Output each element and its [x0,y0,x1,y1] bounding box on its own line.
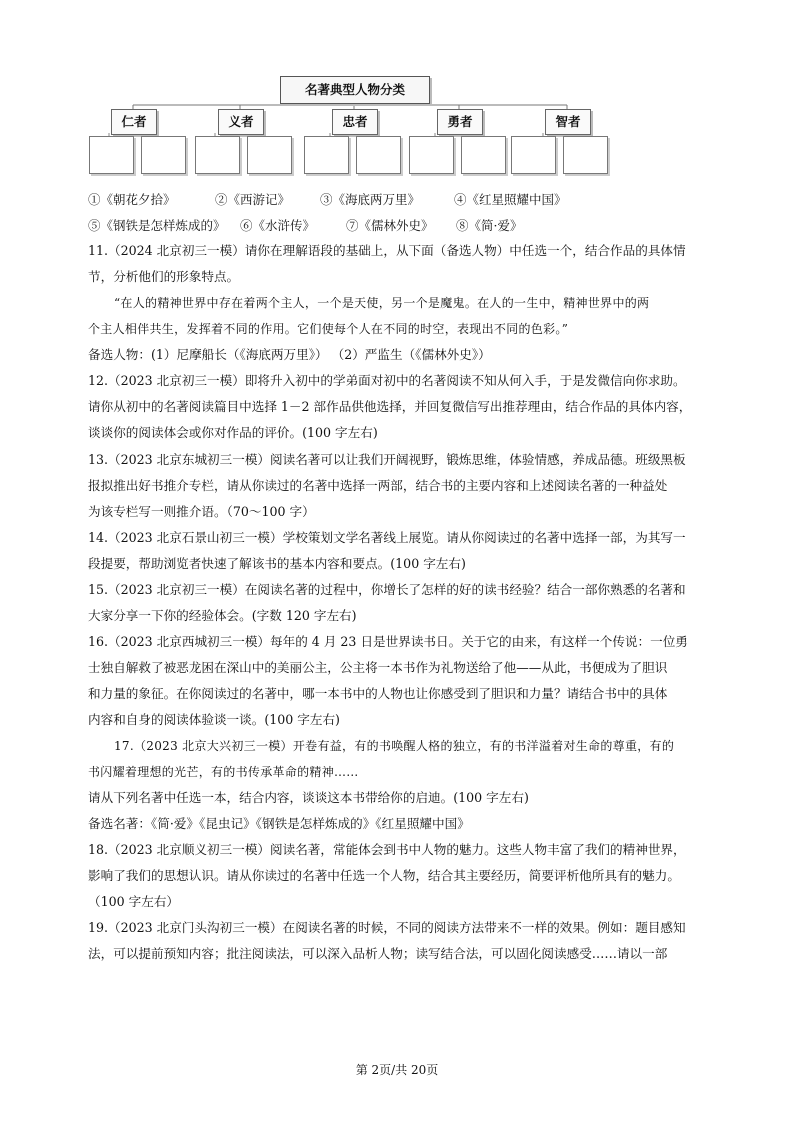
question-text: 16.（2023 北京西城初三一模）每年的 4 月 23 日是世界读书日。关于它的由来，有这样一个传说：一位勇 [88,634,688,649]
question-16 [88,629,710,733]
question-text: 谈谈你的阅读体会或你对作品的评价。(100 字左右) [88,425,378,440]
question-text: 报拟推出好书推介专栏，请从你读过的名著中选择一两部，结合书的主要内容和上述阅读名著的一种益处 [88,478,668,493]
blank-slot [511,136,556,174]
blank-slot [461,136,506,174]
category-yongzhe: 勇者 [437,109,483,135]
quote-text: “在人的精神世界中存在着两个主人，一个是天使，另一个是魔鬼。在人的一生中，精神世界中的两 [114,296,650,310]
blank-slot [195,136,240,174]
blank-slot [141,136,186,174]
question-text: 12.（2023 北京初三一模）即将升入初中的学弟面对初中的名著阅读不知从何入手，于是发微信向你求助。 [88,373,686,388]
question-text: 大家分享一下你的经验体会。(字数 120 字左右) [88,608,357,623]
blank-slot [89,136,134,174]
page-number: 第 2页/共 20页 [355,1063,439,1077]
candidate-characters: 备选人物：(1）尼摩船长（《海底两万里》） （2）严监生（《儒林外史》） [88,347,491,362]
book-option: ⑦《儒林外史》 [346,218,434,233]
candidate-books: 备选名著：《简·爱》《昆虫记》《钢铁是怎样炼成的》《红星照耀中国》 [88,816,470,831]
question-text: 内容和自身的阅读体验谈一谈。(100 字左右) [88,712,340,727]
question-17 [88,733,710,837]
question-task: 请从下列名著中任选一本，结合内容，谈谈这本书带给你的启迪。(100 字左右) [88,790,529,805]
book-option: ⑤《钢铁是怎样炼成的》 [88,218,226,233]
question-11 [88,238,710,368]
diagram-title: 名著典型人物分类 [280,76,430,104]
question-text: 段提要，帮助浏览者快速了解该书的基本内容和要点。(100 字左右) [88,556,466,571]
blank-slot [563,136,608,174]
book-option: ⑥《水浒传》 [240,218,316,233]
question-text: 18.（2023 北京顺义初三一模）阅读名著，常能体会到书中人物的魅力。这些人物丰富了我们的精神世界， [88,842,686,857]
question-text: 11.（2024 北京初三一模）请你在理解语段的基础上，从下面（备选人物）中任选一个，结合作品的具体情 [88,243,686,258]
book-option: ④《红星照耀中国》 [454,192,567,207]
book-option: ②《西游记》 [215,192,291,207]
question-13 [88,447,710,525]
question-19 [88,915,710,967]
blank-slot [304,136,349,174]
question-text: 士独自解救了被恶龙困在深山中的美丽公主，公主将一本书作为礼物送给了他——从此，书便成为了胆识 [88,660,668,675]
question-18 [88,837,710,915]
blank-slot [356,136,401,174]
question-text: 请你从初中的名著阅读篇目中选择 1－2 部作品供他选择，并回复微信写出推荐理由，结合作品的具体内容， [88,399,692,414]
question-14 [88,525,710,577]
question-text: 和力量的象征。在你阅读过的名著中，哪一本书中的人物也让你感受到了胆识和力量？请结合书中的具体 [88,686,668,701]
blank-slot [409,136,454,174]
question-text: 影响了我们的思想认识。请从你读过的名著中任选一个人物，结合其主要经历，简要评析他所具有的魅力。 [88,868,680,883]
question-12 [88,368,710,446]
category-zhongzhe: 忠者 [332,109,378,135]
category-renzhe: 仁者 [111,109,157,135]
book-option: ③《海底两万里》 [320,192,421,207]
question-text: 13.（2023 北京东城初三一模）阅读名著可以让我们开阔视野，锻炼思维，体验情感，养成品德。班级黑板 [88,452,686,467]
question-text: 15.（2023 北京初三一模）在阅读名著的过程中，你增长了怎样的好的读书经验？结合一部你熟悉的名著和 [88,582,686,597]
quote-text: 个主人相伴共生，发挥着不同的作用。它们使每个人在不同的时空，表现出不同的色彩。” [88,322,569,336]
question-text: 为该专栏写一则推介语。（70～100 字） [88,504,315,519]
category-zhizhe: 智者 [545,109,591,135]
classification-diagram [85,72,615,184]
category-yizhe: 义者 [218,109,264,135]
blank-slot [247,136,292,174]
question-15 [88,577,710,629]
question-text: 14.（2023 北京石景山初三一模）学校策划文学名著线上展览。请从你阅读过的名著中选择一部，为其写一 [88,530,686,545]
question-text: 19.（2023 北京门头沟初三一模）在阅读名著的时候，不同的阅读方法带来不一样的效果。例如：题目感知 [88,920,686,935]
book-option: ①《朝花夕拾》 [88,192,176,207]
book-option: ⑧《简·爱》 [456,218,523,233]
question-text: 法，可以提前预知内容；批注阅读法，可以深入品析人物；读写结合法，可以固化阅读感受……请以一部 [88,946,668,961]
question-text: 17.（2023 北京大兴初三一模）开卷有益，有的书唤醒人格的独立，有的书洋溢着对生命的尊重，有的 [114,739,675,753]
question-text: （100 字左右） [88,894,180,909]
question-text: 节，分析他们的形象特点。 [88,269,240,284]
question-text: 书闪耀着理想的光芒，有的书传承革命的精神…… [88,765,359,779]
